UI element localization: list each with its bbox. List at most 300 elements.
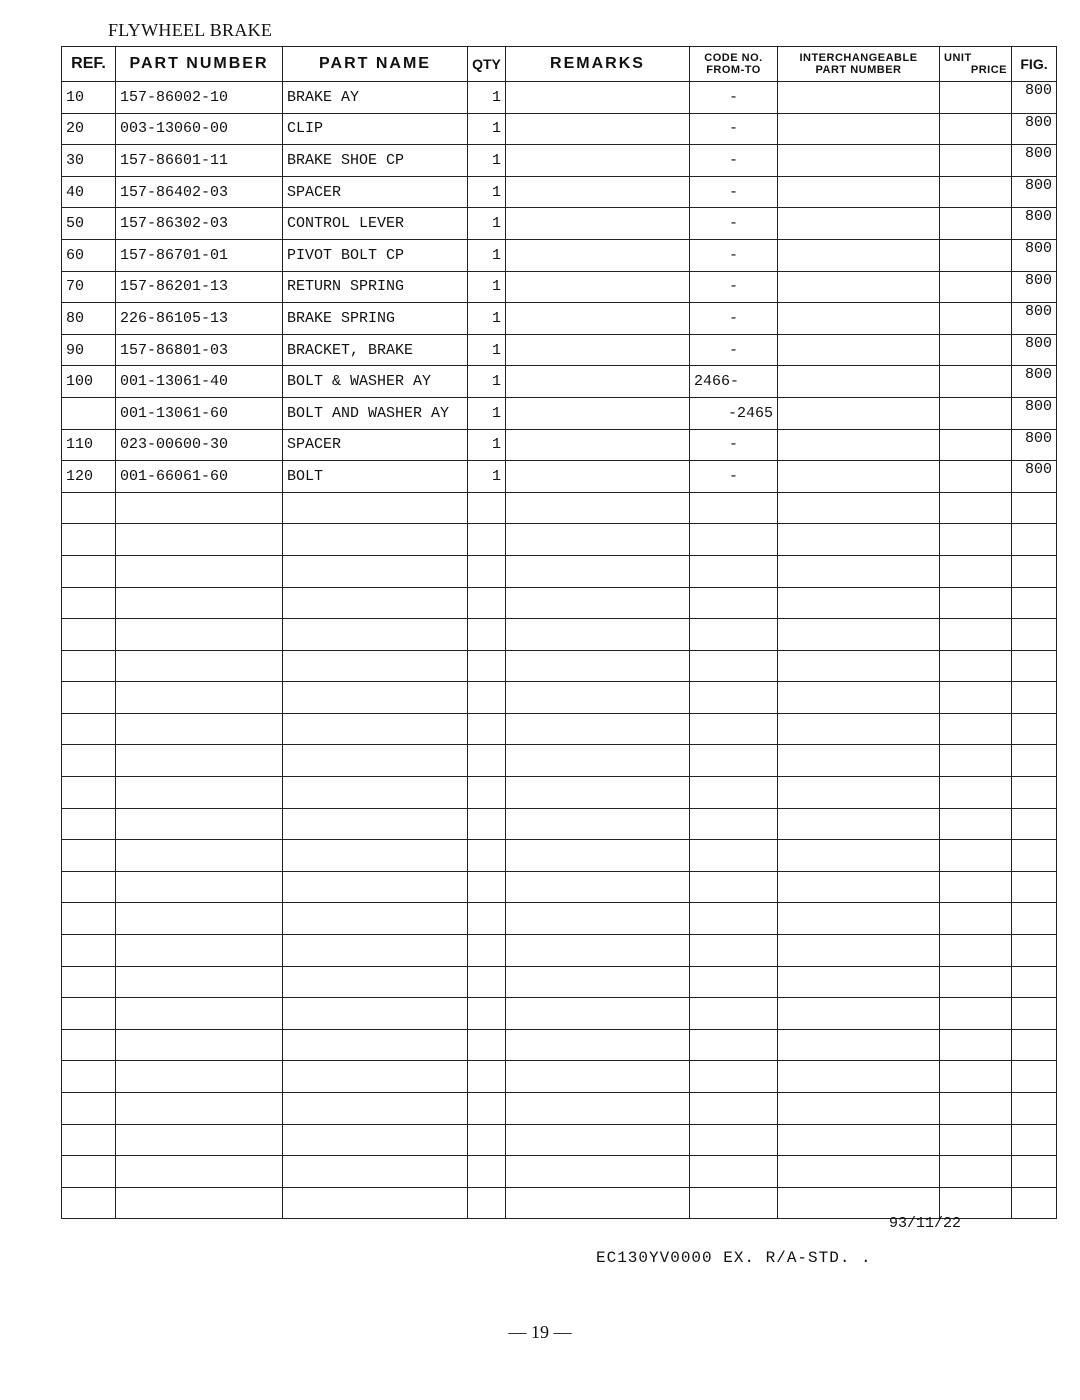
ref-cell [62, 966, 116, 998]
interchangeable-cell [778, 1029, 940, 1061]
blank-row [62, 777, 1057, 809]
remarks-cell [506, 461, 690, 493]
qty-cell [468, 1061, 506, 1093]
header-ref: REF. [62, 47, 116, 82]
code-no-cell [690, 903, 778, 935]
fig-cell: 800 [1012, 208, 1057, 240]
fig-cell [1012, 492, 1057, 524]
fig-cell [1012, 619, 1057, 651]
remarks-cell [506, 966, 690, 998]
fig-cell [1012, 745, 1057, 777]
code-no-cell: - [690, 208, 778, 240]
part-name-cell: CONTROL LEVER [283, 208, 468, 240]
ref-cell [62, 587, 116, 619]
code-no-cell: - [690, 429, 778, 461]
table-row [62, 176, 1057, 208]
part-name-cell [283, 1187, 468, 1219]
blank-row [62, 1061, 1057, 1093]
ref-cell: 10 [62, 82, 116, 114]
qty-cell [468, 903, 506, 935]
remarks-cell [506, 871, 690, 903]
part-number-cell [116, 1124, 283, 1156]
remarks-cell [506, 935, 690, 967]
code-no-cell: - [690, 334, 778, 366]
part-number-cell [116, 682, 283, 714]
part-number-cell [116, 650, 283, 682]
ref-cell: 80 [62, 303, 116, 335]
ref-cell: 90 [62, 334, 116, 366]
blank-row [62, 682, 1057, 714]
part-number-cell: 157-86601-11 [116, 145, 283, 177]
part-number-cell: 157-86801-03 [116, 334, 283, 366]
part-name-cell [283, 619, 468, 651]
remarks-cell [506, 145, 690, 177]
part-name-cell [283, 777, 468, 809]
header-remarks: REMARKS [506, 47, 690, 82]
ref-cell [62, 1124, 116, 1156]
unit-price-cell [940, 1029, 1012, 1061]
fig-cell: 800 [1012, 397, 1057, 429]
unit-price-cell [940, 492, 1012, 524]
part-name-cell [283, 745, 468, 777]
code-no-cell [690, 1061, 778, 1093]
remarks-cell [506, 366, 690, 398]
header-unit-price-line2: PRICE [970, 64, 1007, 76]
header-fig: FIG. [1012, 47, 1057, 82]
remarks-cell [506, 650, 690, 682]
unit-price-cell [940, 808, 1012, 840]
part-number-cell [116, 871, 283, 903]
table-row [62, 303, 1057, 335]
fig-cell [1012, 998, 1057, 1030]
part-name-cell [283, 587, 468, 619]
fig-cell: 800 [1012, 271, 1057, 303]
ref-cell [62, 619, 116, 651]
part-number-cell: 023-00600-30 [116, 429, 283, 461]
part-name-cell: PIVOT BOLT CP [283, 239, 468, 271]
remarks-cell [506, 587, 690, 619]
part-number-cell [116, 808, 283, 840]
fig-cell [1012, 1156, 1057, 1188]
part-name-cell [283, 650, 468, 682]
ref-cell [62, 1029, 116, 1061]
interchangeable-cell [778, 1124, 940, 1156]
qty-cell [468, 1156, 506, 1188]
interchangeable-cell [778, 82, 940, 114]
remarks-cell [506, 745, 690, 777]
part-number-cell [116, 1093, 283, 1125]
unit-price-cell [940, 587, 1012, 619]
remarks-cell [506, 1029, 690, 1061]
fig-cell [1012, 903, 1057, 935]
fig-cell [1012, 713, 1057, 745]
qty-cell: 1 [468, 82, 506, 114]
part-number-cell: 001-13061-40 [116, 366, 283, 398]
fig-cell: 800 [1012, 461, 1057, 493]
code-no-cell [690, 966, 778, 998]
part-number-cell [116, 903, 283, 935]
qty-cell: 1 [468, 366, 506, 398]
interchangeable-cell [778, 429, 940, 461]
part-name-cell: BRAKE SHOE CP [283, 145, 468, 177]
ref-cell: 30 [62, 145, 116, 177]
code-no-cell [690, 808, 778, 840]
blank-row [62, 998, 1057, 1030]
qty-cell [468, 935, 506, 967]
part-number-cell: 226-86105-13 [116, 303, 283, 335]
unit-price-cell [940, 619, 1012, 651]
unit-price-cell [940, 1061, 1012, 1093]
unit-price-cell [940, 650, 1012, 682]
interchangeable-cell [778, 777, 940, 809]
part-name-cell [283, 903, 468, 935]
interchangeable-cell [778, 903, 940, 935]
fig-cell [1012, 587, 1057, 619]
remarks-cell [506, 1156, 690, 1188]
unit-price-cell [940, 966, 1012, 998]
part-name-cell: RETURN SPRING [283, 271, 468, 303]
part-name-cell [283, 966, 468, 998]
fig-cell [1012, 1061, 1057, 1093]
table-row [62, 429, 1057, 461]
code-no-cell [690, 1124, 778, 1156]
part-number-cell [116, 492, 283, 524]
part-number-cell [116, 713, 283, 745]
unit-price-cell [940, 840, 1012, 872]
remarks-cell [506, 1093, 690, 1125]
fig-cell [1012, 1093, 1057, 1125]
qty-cell: 1 [468, 271, 506, 303]
table-row [62, 208, 1057, 240]
part-name-cell: CLIP [283, 113, 468, 145]
qty-cell [468, 745, 506, 777]
interchangeable-cell [778, 745, 940, 777]
unit-price-cell [940, 208, 1012, 240]
qty-cell [468, 808, 506, 840]
qty-cell [468, 777, 506, 809]
blank-row [62, 524, 1057, 556]
code-no-cell [690, 1093, 778, 1125]
page-title: FLYWHEEL BRAKE [108, 20, 273, 40]
part-name-cell [283, 935, 468, 967]
fig-cell [1012, 555, 1057, 587]
part-name-cell: BOLT AND WASHER AY [283, 397, 468, 429]
interchangeable-cell [778, 650, 940, 682]
code-no-cell: 2466- [690, 366, 778, 398]
qty-cell: 1 [468, 113, 506, 145]
qty-cell [468, 713, 506, 745]
interchangeable-cell [778, 1093, 940, 1125]
remarks-cell [506, 492, 690, 524]
fig-cell: 800 [1012, 145, 1057, 177]
unit-price-cell [940, 176, 1012, 208]
qty-cell [468, 682, 506, 714]
part-number-cell: 157-86302-03 [116, 208, 283, 240]
header-row [62, 47, 1057, 82]
blank-row [62, 840, 1057, 872]
remarks-cell [506, 903, 690, 935]
part-number-cell: 157-86402-03 [116, 176, 283, 208]
unit-price-cell [940, 397, 1012, 429]
code-no-cell [690, 840, 778, 872]
fig-cell: 800 [1012, 239, 1057, 271]
part-name-cell [283, 871, 468, 903]
part-name-cell [283, 555, 468, 587]
part-name-cell [283, 524, 468, 556]
fig-cell [1012, 935, 1057, 967]
code-no-cell: - [690, 303, 778, 335]
unit-price-cell [940, 303, 1012, 335]
qty-cell: 1 [468, 461, 506, 493]
part-name-cell [283, 808, 468, 840]
code-no-cell: - [690, 145, 778, 177]
qty-cell [468, 1093, 506, 1125]
interchangeable-cell [778, 966, 940, 998]
code-no-cell [690, 713, 778, 745]
fig-cell [1012, 1124, 1057, 1156]
parts-table [61, 46, 1057, 1219]
unit-price-cell [940, 334, 1012, 366]
blank-row [62, 650, 1057, 682]
unit-price-cell [940, 935, 1012, 967]
unit-price-cell [940, 745, 1012, 777]
blank-row [62, 1093, 1057, 1125]
qty-cell: 1 [468, 145, 506, 177]
part-number-cell [116, 777, 283, 809]
blank-row [62, 619, 1057, 651]
ref-cell [62, 871, 116, 903]
blank-row [62, 1156, 1057, 1188]
ref-cell: 110 [62, 429, 116, 461]
qty-cell [468, 650, 506, 682]
remarks-cell [506, 555, 690, 587]
part-name-cell: SPACER [283, 176, 468, 208]
header-interchangeable-line2: PART NUMBER [815, 64, 902, 76]
interchangeable-cell [778, 492, 940, 524]
qty-cell [468, 492, 506, 524]
qty-cell [468, 619, 506, 651]
interchangeable-cell [778, 840, 940, 872]
blank-row [62, 713, 1057, 745]
unit-price-cell [940, 998, 1012, 1030]
code-no-cell [690, 619, 778, 651]
table-row [62, 397, 1057, 429]
remarks-cell [506, 82, 690, 114]
remarks-cell [506, 840, 690, 872]
interchangeable-cell [778, 1156, 940, 1188]
qty-cell: 1 [468, 429, 506, 461]
header-code-no-line2: FROM-TO [706, 64, 761, 76]
unit-price-cell [940, 871, 1012, 903]
code-no-cell [690, 682, 778, 714]
part-name-cell [283, 1156, 468, 1188]
ref-cell [62, 777, 116, 809]
interchangeable-cell [778, 935, 940, 967]
part-number-cell [116, 1061, 283, 1093]
print-date: 93/11/22 [889, 1215, 962, 1232]
code-no-cell [690, 745, 778, 777]
ref-cell: 50 [62, 208, 116, 240]
remarks-cell [506, 524, 690, 556]
ref-cell [62, 682, 116, 714]
unit-price-cell [940, 366, 1012, 398]
part-name-cell [283, 998, 468, 1030]
model-code: EC130YV0000 EX. R/A-STD. . [596, 1249, 872, 1267]
part-number-cell [116, 619, 283, 651]
table-row [62, 461, 1057, 493]
ref-cell: 40 [62, 176, 116, 208]
remarks-cell [506, 303, 690, 335]
qty-cell: 1 [468, 208, 506, 240]
qty-cell [468, 555, 506, 587]
remarks-cell [506, 808, 690, 840]
table-row [62, 82, 1057, 114]
ref-cell [62, 745, 116, 777]
fig-cell [1012, 1029, 1057, 1061]
remarks-cell [506, 271, 690, 303]
unit-price-cell [940, 1093, 1012, 1125]
interchangeable-cell [778, 682, 940, 714]
blank-row [62, 966, 1057, 998]
interchangeable-cell [778, 524, 940, 556]
remarks-cell [506, 682, 690, 714]
remarks-cell [506, 777, 690, 809]
table-row [62, 271, 1057, 303]
qty-cell [468, 1187, 506, 1219]
code-no-cell [690, 524, 778, 556]
part-number-cell: 001-66061-60 [116, 461, 283, 493]
code-no-cell: - [690, 239, 778, 271]
interchangeable-cell [778, 334, 940, 366]
code-no-cell [690, 1187, 778, 1219]
qty-cell: 1 [468, 239, 506, 271]
part-name-cell [283, 1124, 468, 1156]
interchangeable-cell [778, 397, 940, 429]
interchangeable-cell [778, 145, 940, 177]
ref-cell [62, 713, 116, 745]
ref-cell: 100 [62, 366, 116, 398]
part-name-cell: BOLT [283, 461, 468, 493]
code-no-cell: - [690, 461, 778, 493]
blank-row [62, 587, 1057, 619]
header-unit-price-line1: UNIT [944, 52, 972, 64]
part-number-cell [116, 998, 283, 1030]
interchangeable-cell [778, 555, 940, 587]
interchangeable-cell [778, 239, 940, 271]
blank-row [62, 808, 1057, 840]
remarks-cell [506, 113, 690, 145]
table-row [62, 334, 1057, 366]
header-code-no-line1: CODE NO. [704, 52, 763, 64]
code-no-cell: - [690, 82, 778, 114]
header-part-name: PART NAME [283, 47, 468, 82]
fig-cell: 800 [1012, 303, 1057, 335]
part-number-cell [116, 966, 283, 998]
ref-cell [62, 1061, 116, 1093]
unit-price-cell [940, 903, 1012, 935]
remarks-cell [506, 1124, 690, 1156]
remarks-cell [506, 208, 690, 240]
unit-price-cell [940, 1156, 1012, 1188]
fig-cell [1012, 650, 1057, 682]
header-interchangeable-line1: INTERCHANGEABLE [799, 52, 918, 64]
fig-cell: 800 [1012, 176, 1057, 208]
qty-cell [468, 587, 506, 619]
code-no-cell [690, 650, 778, 682]
part-number-cell [116, 745, 283, 777]
table-row [62, 113, 1057, 145]
ref-cell [62, 998, 116, 1030]
code-no-cell [690, 555, 778, 587]
ref-cell [62, 1156, 116, 1188]
qty-cell: 1 [468, 303, 506, 335]
part-number-cell: 157-86002-10 [116, 82, 283, 114]
part-name-cell [283, 1061, 468, 1093]
header-unit-price [940, 47, 1012, 82]
unit-price-cell [940, 82, 1012, 114]
part-name-cell: BRAKE AY [283, 82, 468, 114]
unit-price-cell [940, 145, 1012, 177]
parts-table-body [62, 82, 1057, 1219]
interchangeable-cell [778, 176, 940, 208]
interchangeable-cell [778, 998, 940, 1030]
part-number-cell [116, 935, 283, 967]
code-no-cell [690, 1029, 778, 1061]
interchangeable-cell [778, 461, 940, 493]
fig-cell [1012, 777, 1057, 809]
part-number-cell [116, 1156, 283, 1188]
header-code-no [690, 47, 778, 82]
ref-cell [62, 397, 116, 429]
unit-price-cell [940, 239, 1012, 271]
table-row [62, 145, 1057, 177]
unit-price-cell [940, 1124, 1012, 1156]
qty-cell: 1 [468, 176, 506, 208]
interchangeable-cell [778, 113, 940, 145]
blank-row [62, 903, 1057, 935]
part-number-cell: 001-13061-60 [116, 397, 283, 429]
qty-cell [468, 871, 506, 903]
part-name-cell: BOLT & WASHER AY [283, 366, 468, 398]
qty-cell [468, 966, 506, 998]
interchangeable-cell [778, 871, 940, 903]
page-number: — 19 — [508, 1322, 572, 1342]
header-interchangeable [778, 47, 940, 82]
remarks-cell [506, 998, 690, 1030]
ref-cell [62, 1093, 116, 1125]
part-name-cell [283, 1093, 468, 1125]
part-name-cell: BRACKET, BRAKE [283, 334, 468, 366]
ref-cell [62, 935, 116, 967]
interchangeable-cell [778, 1061, 940, 1093]
part-number-cell: 157-86201-13 [116, 271, 283, 303]
ref-cell: 60 [62, 239, 116, 271]
interchangeable-cell [778, 808, 940, 840]
code-no-cell: - [690, 271, 778, 303]
fig-cell [1012, 524, 1057, 556]
unit-price-cell [940, 461, 1012, 493]
part-number-cell: 157-86701-01 [116, 239, 283, 271]
remarks-cell [506, 239, 690, 271]
unit-price-cell [940, 682, 1012, 714]
fig-cell [1012, 840, 1057, 872]
ref-cell [62, 903, 116, 935]
part-number-cell [116, 1187, 283, 1219]
part-name-cell [283, 840, 468, 872]
unit-price-cell [940, 524, 1012, 556]
remarks-cell [506, 1061, 690, 1093]
remarks-cell [506, 397, 690, 429]
